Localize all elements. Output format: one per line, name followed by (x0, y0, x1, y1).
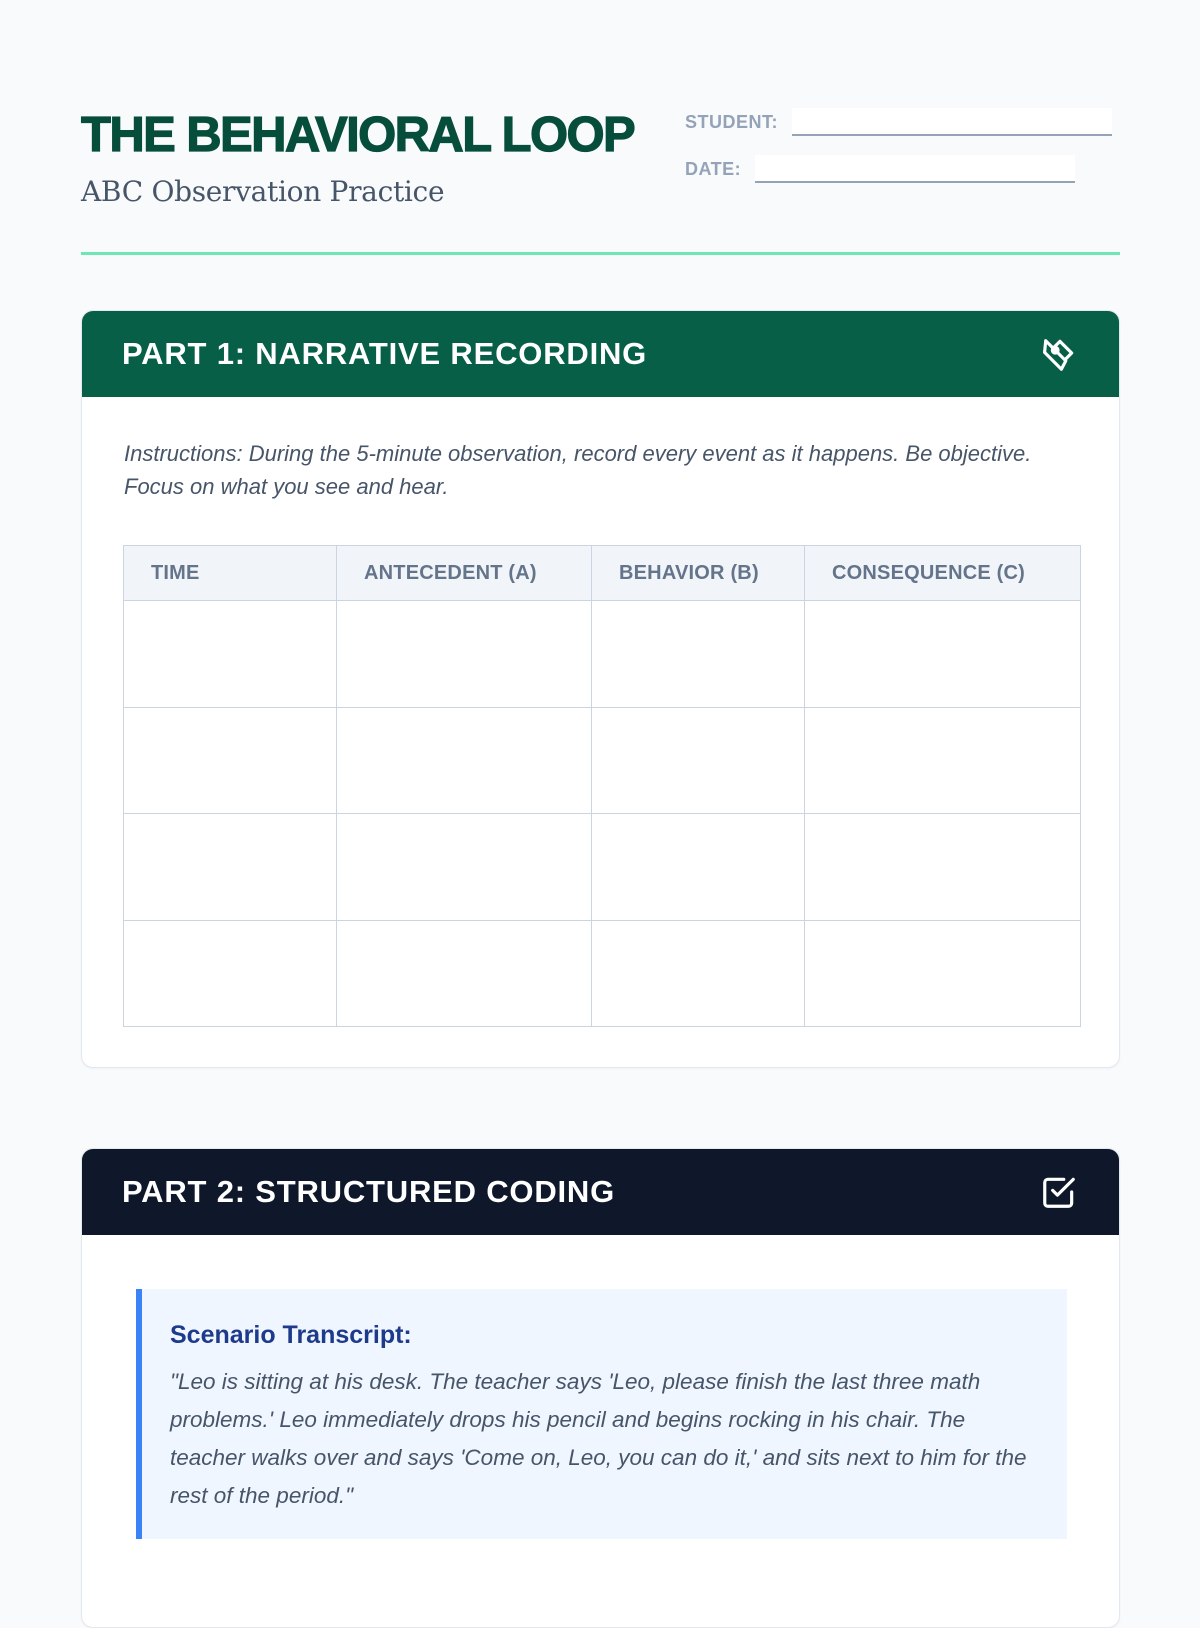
consequence-cell[interactable] (805, 707, 1081, 814)
part2-card (81, 1148, 1120, 1628)
antecedent-cell[interactable] (337, 601, 592, 708)
part1-header (82, 311, 1119, 397)
student-input[interactable] (792, 108, 1112, 136)
behavior-cell[interactable] (592, 814, 805, 921)
student-label: STUDENT: (685, 112, 778, 132)
header-divider (81, 252, 1120, 255)
table-row (124, 920, 1081, 1027)
antecedent-cell[interactable] (337, 920, 592, 1027)
column-header-behavior: BEHAVIOR (B) (592, 546, 805, 601)
consequence-cell[interactable] (805, 814, 1081, 921)
abc-recording-table (123, 545, 1081, 1027)
consequence-cell[interactable] (805, 601, 1081, 708)
behavior-cell[interactable] (592, 920, 805, 1027)
date-field (685, 155, 1075, 183)
behavior-cell[interactable] (592, 601, 805, 708)
antecedent-cell[interactable] (337, 814, 592, 921)
part1-instructions: Instructions: During the 5-minute observation, record every event as it happens. Be objective. Focus on what you see and hear. (124, 441, 1032, 499)
table-row (124, 814, 1081, 921)
time-cell[interactable] (124, 601, 337, 708)
time-cell[interactable] (124, 707, 337, 814)
time-cell[interactable] (124, 814, 337, 921)
table-row (124, 707, 1081, 814)
worksheet-header (81, 104, 1120, 214)
student-field (685, 108, 1112, 136)
date-label: DATE: (685, 159, 742, 179)
consequence-cell[interactable] (805, 920, 1081, 1027)
part2-title: PART 2: STRUCTURED CODING (122, 1174, 616, 1209)
antecedent-cell[interactable] (337, 707, 592, 814)
part2-header (82, 1149, 1119, 1235)
part1-card (81, 310, 1120, 1068)
page-subtitle: ABC Observation Practice (81, 175, 445, 208)
table-row (124, 601, 1081, 708)
behavior-cell[interactable] (592, 707, 805, 814)
column-header-consequence: CONSEQUENCE (C) (805, 546, 1081, 601)
date-input[interactable] (755, 155, 1075, 183)
page-title: THE BEHAVIORAL LOOP (81, 108, 635, 162)
scenario-heading: Scenario Transcript: (170, 1321, 412, 1349)
scenario-transcript (136, 1289, 1067, 1539)
scenario-text: "Leo is sitting at his desk. The teacher says 'Leo, please finish the last three math problems.' Leo immediately drops his pencil and begins rocking in his chair. The teacher walks over and says 'Come on, Leo, you can do it,' and sits next to him for the rest of the period." (170, 1369, 1027, 1508)
time-cell[interactable] (124, 920, 337, 1027)
table-header-row (124, 546, 1081, 601)
checkbox-icon (1039, 1172, 1079, 1212)
column-header-antecedent: ANTECEDENT (A) (337, 546, 592, 601)
part1-title: PART 1: NARRATIVE RECORDING (122, 336, 648, 371)
column-header-time: TIME (124, 546, 337, 601)
pen-icon (1039, 334, 1079, 374)
